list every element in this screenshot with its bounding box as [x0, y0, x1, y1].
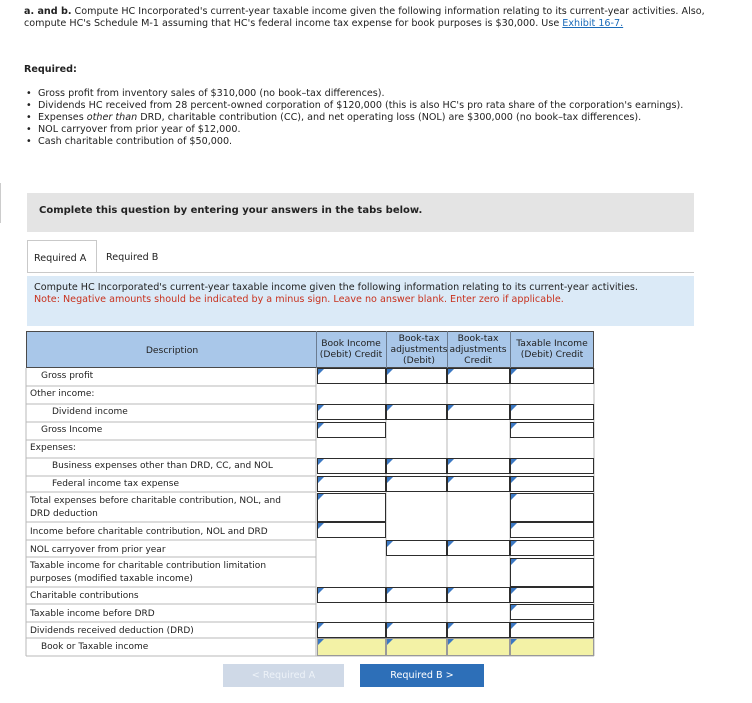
- bullet-pre: Expenses: [38, 112, 87, 123]
- gross-profit-taxable-input[interactable]: [510, 368, 594, 384]
- federal-tax-adj-credit-input[interactable]: [447, 476, 510, 492]
- row-label: purposes (modified taxable income): [30, 574, 193, 584]
- row-label: Book or Taxable income: [41, 642, 149, 652]
- dividend-book-input[interactable]: [317, 404, 386, 420]
- row-label: NOL carryover from prior year: [30, 545, 166, 555]
- federal-tax-book-input[interactable]: [317, 476, 386, 492]
- intro-text: Compute HC Incorporated's current-year taxable income given the following information relating to its current-year activities. Also, compute HC's Schedule M-1 assuming that HC's federal income tax expense for book purposes is $30,000. Use: [24, 6, 705, 29]
- nol-taxable-input[interactable]: [510, 540, 594, 556]
- business-expenses-adj-credit-input[interactable]: [447, 458, 510, 474]
- drd-adj-credit-input[interactable]: [447, 622, 510, 638]
- gross-profit-adj-credit-input[interactable]: [447, 368, 510, 384]
- dividend-adj-debit-input[interactable]: [386, 404, 447, 420]
- business-expenses-taxable-input[interactable]: [510, 458, 594, 474]
- adj-debit-total: [386, 638, 447, 656]
- row-label: Gross Income: [41, 425, 103, 435]
- gross-income-book-input[interactable]: [317, 422, 386, 438]
- row-label: Business expenses other than DRD, CC, and NOL: [52, 461, 273, 471]
- charitable-taxable-input[interactable]: [510, 587, 594, 603]
- row-label: Taxable income for charitable contribution limitation: [30, 561, 267, 571]
- drd-book-input[interactable]: [317, 622, 386, 638]
- total-expenses-taxable-input[interactable]: [510, 493, 594, 522]
- nol-adj-credit-input[interactable]: [447, 540, 510, 556]
- dividend-adj-credit-input[interactable]: [447, 404, 510, 420]
- gross-income-taxable-input[interactable]: [510, 422, 594, 438]
- dividend-taxable-input[interactable]: [510, 404, 594, 420]
- drd-taxable-input[interactable]: [510, 622, 594, 638]
- charitable-book-input[interactable]: [317, 587, 386, 603]
- intro-lead: a. and b.: [24, 6, 72, 17]
- header-taxable: Taxable Income (Debit) Credit: [516, 338, 588, 360]
- row-label: Dividends received deduction (DRD): [30, 626, 194, 636]
- row-label: Federal income tax expense: [52, 479, 179, 489]
- list-item: • NOL carryover from prior year of $12,000.: [38, 124, 724, 136]
- business-expenses-book-input[interactable]: [317, 458, 386, 474]
- gross-profit-adj-debit-input[interactable]: [386, 368, 447, 384]
- list-item: • Dividends HC received from 28 percent-owned corporation of $120,000 (this is also HC's pro rata share of the corporation's earnings).: [38, 100, 724, 112]
- adj-credit-total: [447, 638, 510, 656]
- nol-adj-debit-input[interactable]: [386, 540, 447, 556]
- required-heading: Required:: [24, 64, 77, 75]
- header-book-income: Book Income (Debit) Credit: [319, 338, 383, 360]
- row-label: Charitable contributions: [30, 591, 139, 601]
- business-expenses-adj-debit-input[interactable]: [386, 458, 447, 474]
- charitable-adj-credit-input[interactable]: [447, 587, 510, 603]
- instruction-text: Compute HC Incorporated's current-year taxable income given the following information relating to its current-year activities.: [34, 282, 638, 293]
- instruction-note: Note: Negative amounts should be indicated by a minus sign. Leave no answer blank. Enter zero if applicable.: [34, 294, 564, 305]
- total-expenses-book-input[interactable]: [317, 493, 386, 522]
- list-item: • Gross profit from inventory sales of $310,000 (no book–tax differences).: [38, 88, 724, 100]
- taxable-before-drd-input[interactable]: [510, 604, 594, 620]
- row-label: Expenses:: [30, 443, 76, 453]
- header-adj-debit: Book-tax adjustments (Debit): [390, 333, 448, 366]
- prev-required-a-button[interactable]: < Required A: [223, 664, 344, 687]
- header-description: Description: [145, 345, 199, 356]
- banner-text: Complete this question by entering your answers in the tabs below.: [39, 205, 423, 216]
- exhibit-link[interactable]: Exhibit 16-7.: [562, 18, 624, 29]
- bullet-post: DRD, charitable contribution (CC), and net operating loss (NOL) are $300,000 (no book–tax differences).: [137, 112, 642, 123]
- modified-taxable-income-input[interactable]: [510, 558, 594, 587]
- drd-adj-debit-input[interactable]: [386, 622, 447, 638]
- federal-tax-taxable-input[interactable]: [510, 476, 594, 492]
- row-label: Income before charitable contribution, NOL and DRD: [30, 527, 268, 537]
- bullet-italic: other than: [86, 112, 138, 123]
- federal-tax-adj-debit-input[interactable]: [386, 476, 447, 492]
- row-label: Gross profit: [41, 371, 94, 381]
- income-before-cc-book-input[interactable]: [317, 522, 386, 538]
- list-item: • Cash charitable contribution of $50,000.: [38, 136, 724, 148]
- gross-profit-book-input[interactable]: [317, 368, 386, 384]
- next-required-b-button[interactable]: Required B >: [360, 664, 484, 687]
- row-label: Total expenses before charitable contribution, NOL, and: [30, 496, 281, 506]
- row-label: Taxable income before DRD: [30, 609, 155, 619]
- taxable-income-total: [510, 638, 594, 656]
- tab-required-a[interactable]: Required A: [27, 240, 97, 273]
- row-label: Other income:: [30, 389, 95, 399]
- header-adj-credit: Book-tax adjustments Credit: [449, 333, 507, 366]
- book-income-total: [317, 638, 386, 656]
- row-label: Dividend income: [52, 407, 128, 417]
- tab-required-b[interactable]: Required B: [106, 252, 159, 263]
- charitable-adj-debit-input[interactable]: [386, 587, 447, 603]
- income-before-cc-taxable-input[interactable]: [510, 522, 594, 538]
- row-label: DRD deduction: [30, 509, 98, 519]
